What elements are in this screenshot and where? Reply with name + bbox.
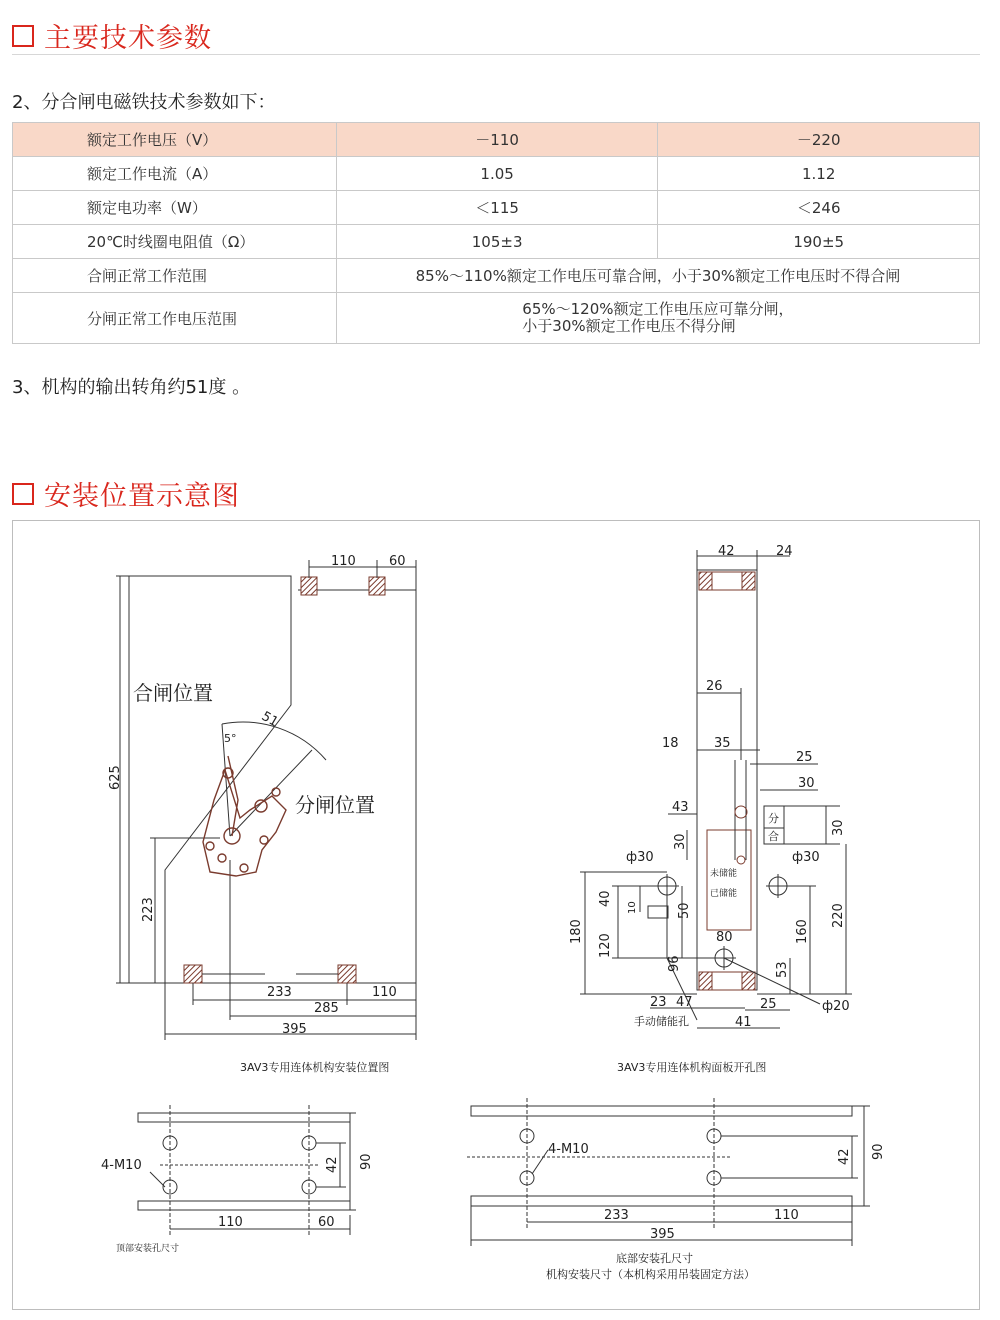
- top-holes-caption: 顶部安装孔尺寸: [116, 1244, 180, 1254]
- param-value: 1.05: [336, 157, 658, 191]
- item-2-text: 2、分合闸电磁铁技术参数如下：: [12, 92, 276, 113]
- dim-label: 110: [218, 1215, 243, 1230]
- dim-label: 35: [714, 736, 731, 751]
- dim-label: 43: [672, 800, 689, 815]
- opening-position-label: 分闸位置: [295, 793, 375, 817]
- dim-label: 80: [716, 930, 733, 945]
- dim-label: 110: [331, 554, 356, 569]
- dim-label: 60: [318, 1215, 335, 1230]
- manual-hole-label: 手动储能孔: [634, 1015, 689, 1028]
- param-value: 85%～110%额定工作电压可靠合闸，小于30%额定工作电压时不得合闸: [336, 259, 979, 293]
- right-drawing-caption: 3AV3专用连体机构面板开孔图: [617, 1061, 767, 1074]
- charged-label: 已储能: [710, 889, 738, 899]
- param-value: －110: [336, 123, 658, 157]
- dim-label: 42: [325, 1156, 340, 1173]
- param-value: 105±3: [336, 225, 658, 259]
- dim-label: 50: [677, 902, 692, 919]
- param-value: －220: [658, 123, 980, 157]
- dim-label: 25: [760, 997, 777, 1012]
- dim-label: ф20: [822, 999, 850, 1014]
- dim-label: 25: [796, 750, 813, 765]
- dim-label: 42: [837, 1148, 852, 1165]
- dim-label: 40: [598, 890, 613, 907]
- dim-label: 233: [604, 1208, 629, 1223]
- dim-label: 47: [676, 995, 693, 1010]
- dim-label: 625: [108, 765, 123, 790]
- param-name: 合闸正常工作范围: [13, 259, 337, 293]
- not-charged-label: 未储能: [710, 869, 738, 879]
- install-method-caption: 机构安装尺寸（本机构采用吊装固定方法）: [546, 1268, 755, 1281]
- dim-label: 41: [735, 1015, 752, 1030]
- bottom-holes-drawing: [467, 1098, 870, 1246]
- m10-label: 4-M10: [548, 1142, 589, 1157]
- section-title: 安装位置示意图: [44, 481, 240, 512]
- dim-label: 26: [706, 679, 723, 694]
- param-value-line2: 小于30%额定工作电压不得分闸: [522, 317, 736, 335]
- dim-label: 96: [667, 955, 682, 972]
- dim-label: 395: [282, 1022, 307, 1037]
- dim-label: 30: [798, 776, 815, 791]
- param-name: 额定电功率（W）: [13, 191, 337, 225]
- section-title: 主要技术参数: [44, 23, 212, 54]
- dim-label: 18: [662, 736, 679, 751]
- dim-label: 10: [627, 901, 638, 914]
- dim-label: 285: [314, 1001, 339, 1016]
- dim-label: 220: [831, 903, 846, 928]
- m10-label: 4-M10: [101, 1158, 142, 1173]
- dim-label: 60: [389, 554, 406, 569]
- closing-position-label: 合闸位置: [133, 681, 213, 705]
- top-holes-labels: [101, 1153, 374, 1254]
- dim-label: 30: [673, 833, 688, 850]
- left-drawing-caption: 3AV3专用连体机构安装位置图: [240, 1061, 390, 1074]
- param-name: 20℃时线圈电阻值（Ω）: [13, 225, 337, 259]
- bottom-holes-labels: [546, 1142, 886, 1281]
- param-value: ＜115: [336, 191, 658, 225]
- param-value: 190±5: [658, 225, 980, 259]
- bottom-holes-caption: 底部安装孔尺寸: [616, 1252, 693, 1265]
- param-name: 分闸正常工作电压范围: [13, 293, 337, 344]
- dim-label: 90: [871, 1143, 886, 1160]
- param-name: 额定工作电流（A）: [13, 157, 337, 191]
- dim-label: 233: [267, 985, 292, 1000]
- dim-label: ф30: [626, 850, 654, 865]
- dim-label: 160: [795, 919, 810, 944]
- dim-label: 53: [775, 961, 790, 978]
- dim-label: 110: [372, 985, 397, 1000]
- dim-label: 24: [776, 544, 793, 559]
- dim-label: 42: [718, 544, 735, 559]
- param-value: 1.12: [658, 157, 980, 191]
- open-label: 分: [768, 812, 779, 825]
- close-label: 合: [768, 830, 779, 843]
- dim-label: 23: [650, 995, 667, 1010]
- param-name: 额定工作电压（V）: [13, 123, 337, 157]
- angle-5-label: 5°: [224, 732, 237, 745]
- dim-label: 110: [774, 1208, 799, 1223]
- angle-51-label: 51: [258, 708, 281, 731]
- param-value-line1: 65%～120%额定工作电压应可靠分闸，: [522, 300, 794, 318]
- dim-label: 223: [141, 897, 156, 922]
- left-install-labels: [108, 554, 406, 1074]
- param-value: ＜246: [658, 191, 980, 225]
- dim-label: 30: [831, 819, 846, 836]
- dim-label: 90: [359, 1153, 374, 1170]
- dim-label: 120: [598, 933, 613, 958]
- item-3-text: 3、机构的输出转角约51度 。: [12, 377, 251, 398]
- dim-label: 395: [650, 1227, 675, 1242]
- dim-label: 180: [569, 919, 584, 944]
- dim-label: ф30: [792, 850, 820, 865]
